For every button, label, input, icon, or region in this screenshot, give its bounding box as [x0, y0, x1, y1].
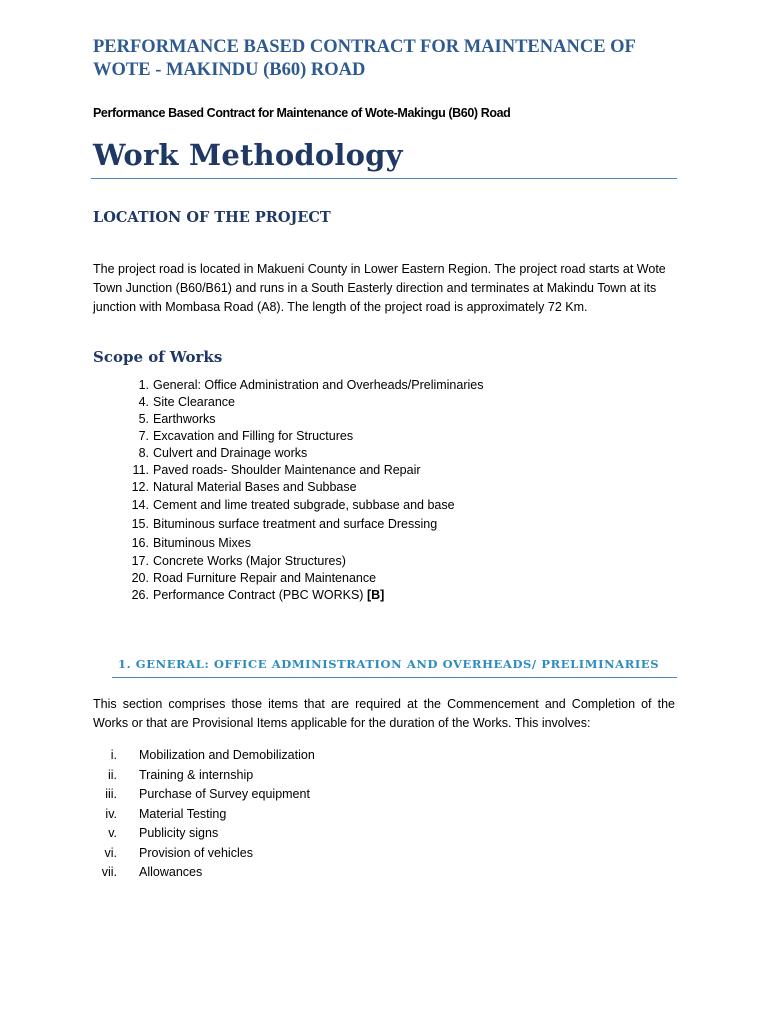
work-methodology-heading: Work Methodology	[93, 138, 403, 172]
list-item-number: 4.	[138, 395, 149, 409]
list-item-number: ii.	[107, 767, 117, 782]
list-item-number: 15.	[131, 517, 149, 531]
list-item-text: Cement and lime treated subgrade, subbase and base	[153, 498, 455, 512]
list-item-text: Provision of vehicles	[139, 845, 253, 860]
section-divider	[112, 677, 677, 678]
list-item-text: Bituminous surface treatment and surface Dressing	[153, 517, 438, 531]
list-item-text: Culvert and Drainage works	[153, 446, 308, 460]
list-item-text: Paved roads- Shoulder Maintenance and Repair	[153, 463, 421, 477]
list-item-number: 17.	[131, 554, 149, 568]
list-item-text: Mobilization and Demobilization	[139, 748, 315, 762]
list-item-text: Allowances	[139, 865, 203, 879]
list-item-text: Publicity signs	[139, 826, 219, 840]
list-item-number: iv.	[105, 806, 117, 821]
list-item-text: Bituminous Mixes	[153, 536, 251, 550]
list-item-suffix: [B]	[366, 588, 385, 602]
list-item-text: Material Testing	[139, 806, 227, 821]
list-item-text: Road Furniture Repair and Maintenance	[153, 571, 377, 585]
list-item-number: 8.	[138, 446, 149, 460]
list-item-number: 1.	[138, 378, 149, 392]
location-heading: LOCATION OF THE PROJECT	[93, 209, 331, 226]
general-paragraph: This section comprises those items that are required at the Commencement and Completion of the Works or that are Provisional Items applicable for the duration of the Works. This involves:	[93, 697, 675, 730]
general-section-heading: 1. GENERAL: OFFICE ADMINISTRATION AND OVERHEADS/ PRELIMINARIES	[118, 657, 660, 671]
list-item-text: General: Office Administration and Overheads/Preliminaries	[153, 378, 484, 392]
location-paragraph: The project road is located in Makueni County in Lower Eastern Region. The project road starts at Wote Town Junction (B60/B61) and runs in a South Easterly direction and terminates at Makindu Town at its junction with Mombasa Road (A8). The length of the project road is approximately 72 Km.	[93, 262, 666, 314]
list-item-text: Performance Contract (PBC WORKS)	[153, 588, 364, 602]
list-item-number: 26.	[131, 588, 149, 602]
list-item-number: 20.	[131, 571, 149, 585]
list-item-text-wrapper	[153, 587, 384, 604]
document-sub-title: Performance Based Contract for Maintenance of Wote-Makingu (B60) Road	[93, 106, 511, 120]
list-item-number: 16.	[131, 536, 149, 550]
list-item-number: i.	[110, 748, 117, 762]
document-main-title: PERFORMANCE BASED CONTRACT FOR MAINTENANCE OF WOTE - MAKINDU (B60) ROAD	[93, 37, 636, 80]
list-item-text: Site Clearance	[153, 395, 235, 409]
list-item-number: iii.	[105, 787, 117, 801]
list-item-number: v.	[108, 826, 117, 840]
list-item-number: 12.	[131, 480, 149, 494]
scope-heading: Scope of Works	[93, 348, 223, 366]
list-item-number: 11.	[132, 463, 149, 477]
list-item-number: 14.	[131, 498, 149, 512]
list-item-text: Natural Material Bases and Subbase	[153, 480, 357, 494]
list-item-number: 7.	[138, 429, 149, 443]
list-item-number: vii.	[101, 865, 117, 879]
list-item-text: Purchase of Survey equipment	[139, 787, 310, 801]
list-item-text: Training & internship	[139, 767, 254, 782]
list-item-text: Earthworks	[153, 412, 216, 426]
list-item-number: vi.	[104, 845, 117, 860]
list-item-text: Excavation and Filling for Structures	[153, 429, 354, 443]
heading-divider	[91, 178, 677, 179]
list-item-text: Concrete Works (Major Structures)	[153, 554, 346, 568]
list-item-number: 5.	[138, 412, 149, 426]
